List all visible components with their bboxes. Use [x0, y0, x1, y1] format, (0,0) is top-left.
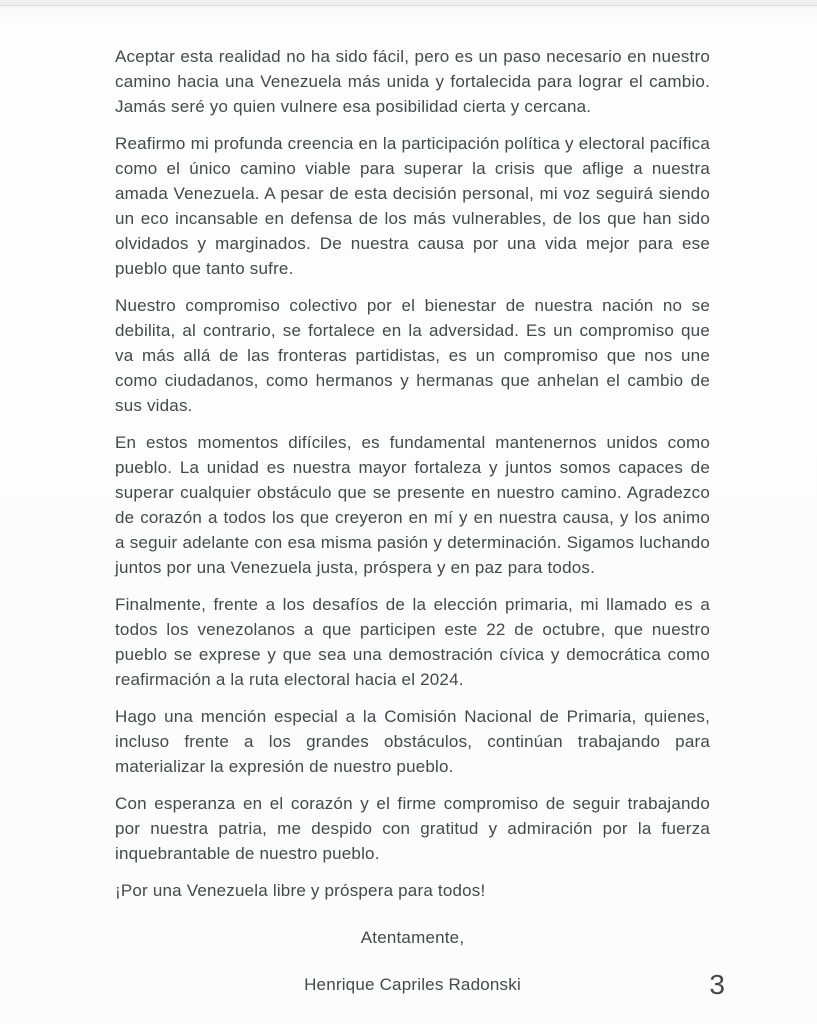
signature-name: Henrique Capriles Radonski [304, 975, 521, 994]
paragraph: Hago una mención especial a la Comisión Nacional de Primaria, quienes, incluso frente a los grandes obstáculos, continúan trabajando para materializar la expresión de nuestro pueblo. [115, 707, 710, 776]
paragraph: Nuestro compromiso colectivo por el bienestar de nuestra nación no se debilita, al contrario, se fortalece en la adversidad. Es un compromiso que va más allá de las fronteras partidistas, es un compromiso que nos une como ciudadanos, como hermanos y hermanas que anhelan el cambio de sus vidas. [115, 296, 710, 415]
paragraph: Con esperanza en el corazón y el firme compromiso de seguir trabajando por nuestra patria, me despido con gratitud y admiración por la fuerza inquebrantable de nuestro pueblo. [115, 794, 710, 863]
closing-salutation: Atentamente, [360, 928, 465, 947]
paragraph: Reafirmo mi profunda creencia en la participación política y electoral pacífica como el único camino viable para superar la crisis que aflige a nuestra amada Venezuela. A pesar de esta decisión personal, mi voz seguirá siendo un eco incansable en defensa de los más vulnerables, de los que han sido olvidados y marginados. De nuestra causa por una vida mejor para ese pueblo que tanto sufre. [115, 134, 710, 278]
page-number: 3 [709, 969, 725, 1000]
letter-body [115, 44, 710, 997]
paragraph-slogan: ¡Por una Venezuela libre y próspera para todos! [115, 881, 486, 900]
paragraph: Finalmente, frente a los desafíos de la elección primaria, mi llamado es a todos los venezolanos a que participen este 22 de octubre, que nuestro pueblo se exprese y que sea una demostración cívica y democrática como reafirmación a la ruta electoral hacia el 2024. [115, 595, 710, 689]
paragraph: Aceptar esta realidad no ha sido fácil, pero es un paso necesario en nuestro camino hacia una Venezuela más unida y fortalecida para lograr el cambio. Jamás seré yo quien vulnere esa posibilidad cierta y cercana. [115, 47, 710, 116]
paragraph: En estos momentos difíciles, es fundamental mantenernos unidos como pueblo. La unidad es nuestra mayor fortaleza y juntos somos capaces de superar cualquier obstáculo que se presente en nuestro camino. Agradezco de corazón a todos los que creyeron en mí y en nuestra causa, y los animo a seguir adelante con esa misma pasión y determinación. Sigamos luchando juntos por una Venezuela justa, próspera y en paz para todos. [115, 433, 710, 577]
page-top-edge-divider [0, 0, 817, 6]
